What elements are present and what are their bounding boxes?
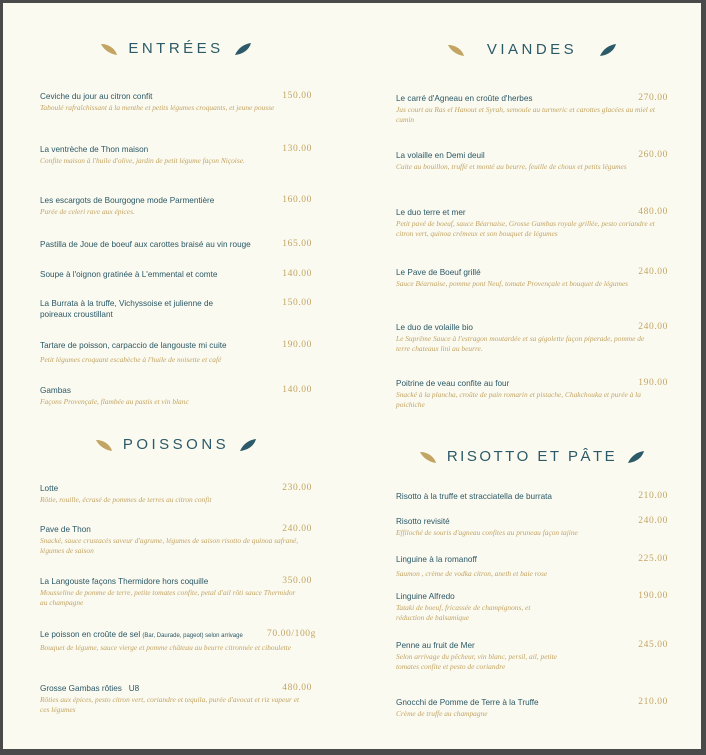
section-header-entrees [40, 40, 312, 57]
gold-leaf-icon [100, 42, 118, 56]
dish-price: 190.00 [638, 378, 668, 388]
menu-item [40, 524, 312, 556]
dish-name: La ventrèche de Thon maison [40, 145, 149, 154]
dish-description: Effiloché de souris d'agneau confites au pruneau façon tajine [396, 528, 578, 537]
menu-item [40, 144, 312, 166]
dish-name: Gambas [40, 386, 71, 395]
dish-name: Soupe à l'oignon gratinée à L'emmental et comte [40, 270, 218, 279]
section-title: VIANDES [486, 41, 578, 58]
section-title: ENTRÉES [128, 40, 224, 57]
dish-name: Pastilla de Joue de boeuf aux carottes braisé au vin rouge [40, 240, 251, 249]
dish-price: 260.00 [638, 150, 668, 160]
dish-description: Façons Provençale, flambée au pastis et vin blanc [40, 397, 189, 406]
menu-item [40, 298, 312, 320]
menu-item [40, 629, 316, 653]
dish-description: Rôties aux épices, pesto citron vert, coriandre et tequila, purée d'avocat et riz vapeur et ces légumes [40, 695, 300, 714]
menu-item [396, 150, 668, 172]
menu-item [396, 554, 668, 579]
menu-item [40, 91, 312, 113]
dish-name: Le duo terre et mer [396, 208, 466, 217]
dish-price: 210.00 [638, 491, 668, 501]
dish-description: Crème de truffe au champagne [396, 709, 488, 718]
teal-leaf-icon [239, 438, 257, 452]
dish-price: 140.00 [282, 269, 312, 279]
dish-price: 240.00 [282, 524, 312, 534]
menu-item [40, 576, 312, 608]
dish-name: Le carré d'Agneau en croûte d'herbes [396, 94, 533, 103]
dish-price: 225.00 [638, 554, 668, 564]
dish-description: Snacké, sauce crustacés saveur d'agrume, légumes de saison risotto de quinoa safrané, légumes de saison [40, 536, 299, 555]
menu-item [40, 340, 312, 365]
dish-description: Taboulé rafraîchissant à la menthe et petits légumes croquants, et jeune pousse [40, 103, 275, 112]
dish-price: 240.00 [638, 322, 668, 332]
dish-name: Penne au fruit de Mer [396, 641, 475, 650]
dish-name: Linguine Alfredo [396, 592, 455, 601]
menu-item [396, 93, 668, 125]
menu-item [396, 267, 668, 289]
dish-description: Tataki de boeuf, fricassée de champignons, et réduction de balsamique [396, 603, 531, 622]
dish-description: Petit pavé de boeuf, sauce Béarnaise, Grosse Gambas royale grillée, pesto coriandre et citron vert, quinoa crémeux et son bouquet de légumes [396, 219, 655, 238]
dish-price: 140.00 [282, 385, 312, 395]
section-header-poissons [40, 436, 312, 453]
dish-price: 165.00 [282, 239, 312, 249]
dish-name: Gnocchi de Pomme de Terre à la Truffe [396, 698, 539, 707]
menu-item [396, 491, 668, 502]
dish-description: Le Suprême Sauce à l'estragon moutardée et sa gigolette façon piperade, pomme de terre chateaux lini au beurre. [396, 334, 645, 353]
dish-name: Grosse Gambas rôties U8 [40, 684, 140, 693]
dish-description: Bouquet de légume, sauce vierge et pomme château au beurre citronnée et ciboulette [40, 643, 291, 652]
dish-price: 245.00 [638, 640, 668, 650]
dish-name: Lotte [40, 484, 59, 493]
dish-price: 210.00 [638, 697, 668, 707]
dish-name: La volaille en Demi deuil [396, 151, 485, 160]
menu-item [40, 683, 312, 715]
teal-leaf-icon [599, 43, 617, 57]
section-title: RISOTTO ET PÂTE [446, 448, 618, 465]
menu-item [40, 385, 312, 407]
dish-description: Sauce Béarnaise, pomme pont Neuf, tomate Provençale et bouquet de légumes [396, 279, 629, 288]
menu-item [396, 516, 668, 538]
dish-description: Snacké à la plancha, croûte de pain romarin et pistache, Chakchouka et purée à la poichiche [396, 390, 641, 409]
gold-leaf-icon [419, 450, 437, 464]
dish-price: 150.00 [282, 298, 312, 308]
dish-price: 70.00/100g [266, 629, 316, 639]
gold-leaf-icon [447, 43, 465, 57]
dish-description: Petit légumes croquant escabèche à l'huile de noisette et café [40, 355, 222, 364]
section-title: POISSONS [122, 436, 230, 453]
dish-name: Linguine à la romanoff [396, 555, 477, 564]
menu-item [40, 239, 312, 250]
teal-leaf-icon [234, 42, 252, 56]
dish-description: Jus court au Ras el Hanout et Syrah, semoule au turmeric et carottes glacées au miel et cumin [396, 105, 655, 124]
section-header-risotto [396, 448, 668, 465]
menu-item [396, 697, 668, 719]
dish-price: 240.00 [638, 267, 668, 277]
dish-description: Mousseline de pomme de terre, petite tomates confite, petal d'ail rôti sauce Thermidor au champagne [40, 588, 296, 607]
dish-name: La Langouste façons Thermidore hors coquille [40, 577, 209, 586]
dish-name-note: (Bar, Daurade, pageot) selon arrivage [142, 633, 243, 639]
dish-name: La Burrata à la truffe, Vichyssoise et julienne de poireaux croustillant [40, 299, 214, 319]
menu-item [396, 207, 668, 239]
dish-description: Cuite au bouillon, truffé et monté au beurre, feuille de choux et petits légumes [396, 162, 627, 171]
menu-page [3, 3, 701, 749]
dish-name-text: Le poisson en croûte de sel [40, 630, 141, 639]
menu-item [40, 269, 312, 280]
dish-name: Risotto revisité [396, 517, 450, 526]
dish-description: Confite maison à l'huile d'olive, jardin de petit légume façon Niçoise. [40, 156, 245, 165]
dish-price: 270.00 [638, 93, 668, 103]
dish-description: Saumon , crème de vodka citron, aneth et baie rose [396, 569, 548, 578]
dish-name: Ceviche du jour au citron confit [40, 92, 153, 101]
menu-item [396, 591, 668, 623]
dish-name: Risotto à la truffe et stracciatella de burrata [396, 492, 552, 501]
dish-price: 190.00 [638, 591, 668, 601]
menu-item [396, 378, 668, 410]
dish-price: 130.00 [282, 144, 312, 154]
menu-item [40, 195, 312, 217]
dish-description: Rôtie, rouille, écrasé de pommes de terres au citron confit [40, 495, 212, 504]
teal-leaf-icon [627, 450, 645, 464]
dish-price: 350.00 [282, 576, 312, 586]
dish-description: Purée de celeri rave aux épices. [40, 207, 135, 216]
gold-leaf-icon [95, 438, 113, 452]
dish-price: 230.00 [282, 483, 312, 493]
dish-price: 240.00 [638, 516, 668, 526]
dish-description: Selon arrivage du pêcheur, vin blanc, persil, ail, petite tomates confite et pesto de coriandre [396, 652, 557, 671]
dish-price: 480.00 [638, 207, 668, 217]
menu-item [40, 483, 312, 505]
dish-price: 190.00 [282, 340, 312, 350]
dish-name: Les escargots de Bourgogne mode Parmentière [40, 196, 215, 205]
dish-name: Poitrine de veau confite au four [396, 379, 510, 388]
dish-price: 150.00 [282, 91, 312, 101]
section-header-viandes [396, 41, 668, 58]
dish-price: 160.00 [282, 195, 312, 205]
menu-item [396, 322, 668, 354]
dish-name: Tartare de poisson, carpaccio de langouste mi cuite [40, 341, 227, 350]
dish-price: 480.00 [282, 683, 312, 693]
dish-name: Le duo de volaille bio [396, 323, 473, 332]
menu-item [396, 640, 668, 672]
dish-name: Pave de Thon [40, 525, 91, 534]
dish-name: Le Pave de Boeuf grillé [396, 268, 481, 277]
